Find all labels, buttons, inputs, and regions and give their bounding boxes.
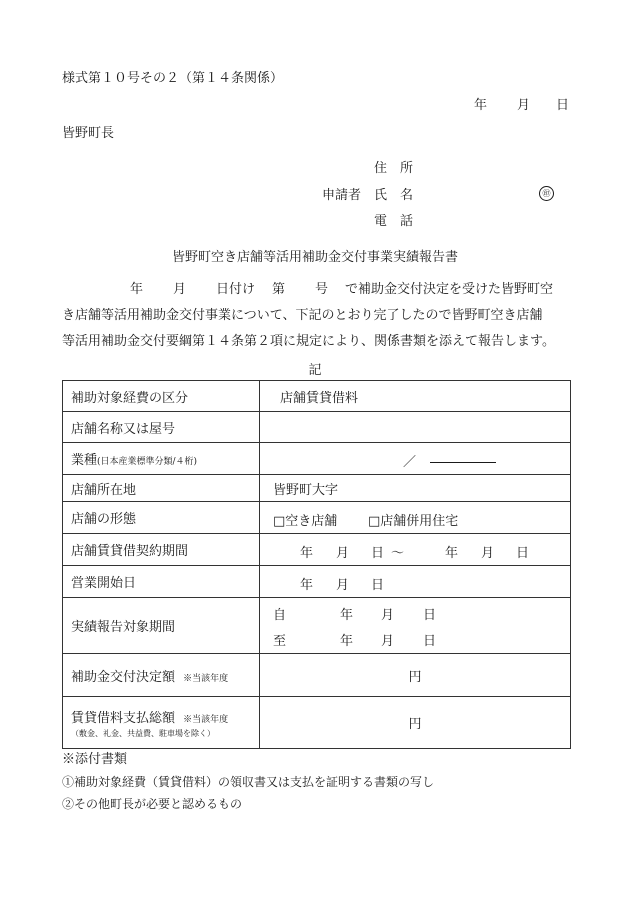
business-start-field[interactable] — [260, 566, 571, 598]
industry-slash: ／ — [403, 455, 417, 470]
report-to-day: 日 — [423, 634, 437, 649]
rent-total-subnote: （敷金、礼金、共益費、駐車場を除く） — [71, 728, 215, 738]
business-start-month: 月 — [336, 578, 350, 593]
date-day-label: 日 — [556, 98, 570, 113]
applicant-label: 申請者 — [322, 188, 362, 203]
phone-label: 電 話 — [374, 214, 414, 229]
rent-total-note: ※当該年度 — [183, 714, 229, 725]
body-line-1-rest: で補助金交付決定を受けた皆野町空 — [345, 282, 554, 297]
attachment-item-2: ②その他町長が必要と認めるもの — [62, 797, 243, 811]
table-row-rent-total — [63, 697, 571, 749]
lease-end-month: 月 — [481, 546, 495, 561]
grant-amount-label-cell — [63, 654, 260, 697]
business-start-label: 営業開始日 — [63, 566, 260, 598]
body-gou-label: 号 — [315, 282, 329, 297]
table-row-expense-category — [63, 381, 571, 412]
table-row-business-start — [63, 566, 571, 598]
rent-total-label: 賃貸借料支払総額 — [71, 710, 176, 726]
lease-end-year: 年 — [445, 546, 459, 561]
body-date-suffix: 日付け — [216, 282, 256, 297]
expense-category-label: 補助対象経費の区分 — [63, 381, 260, 412]
rent-total-field[interactable] — [260, 697, 571, 749]
location-value: 皆野町大字 — [260, 475, 571, 502]
lease-start-month: 月 — [336, 546, 350, 561]
report-period-from: 自 — [273, 608, 287, 623]
report-period-label: 実績報告対象期間 — [63, 598, 260, 654]
body-line-1 — [62, 277, 576, 303]
option-store-residence[interactable]: □店舗併用住宅 — [368, 514, 459, 529]
industry-code-underline — [430, 450, 496, 463]
date-month-label: 月 — [517, 98, 531, 113]
report-from-month: 月 — [381, 608, 395, 623]
business-start-year: 年 — [300, 578, 314, 593]
body-line-3: 等活用補助金交付要綱第１４条第２項に規定により、関係書類を添えて報告します。 — [62, 334, 555, 349]
body-paragraph — [62, 277, 576, 355]
body-line-2: き店舗等活用補助金交付事業について、下記のとおり完了したので皆野町空き店舗 — [62, 308, 543, 323]
lease-start-day: 日 — [371, 546, 385, 561]
grant-amount-label: 補助金交付決定額 — [71, 669, 176, 685]
document-title: 皆野町空き店舗等活用補助金交付事業実績報告書 — [171, 250, 458, 265]
report-to-month: 月 — [381, 634, 395, 649]
grant-amount-unit: 円 — [408, 669, 422, 685]
table-row-grant-amount — [63, 654, 571, 697]
name-label: 氏 名 — [374, 188, 414, 203]
shop-type-label: 店舗の形態 — [63, 502, 260, 534]
report-table — [62, 380, 571, 749]
table-row-lease-period — [63, 534, 571, 566]
table-row-shop-name — [63, 412, 571, 443]
report-from-day: 日 — [423, 608, 437, 623]
expense-category-value: 店舗賃貸借料 — [260, 381, 571, 412]
report-to-year: 年 — [340, 634, 354, 649]
business-start-day: 日 — [371, 578, 385, 593]
lease-start-year: 年 — [300, 546, 314, 561]
date-year-label: 年 — [474, 98, 488, 113]
address-label: 住 所 — [374, 161, 414, 176]
form-number: 様式第１０号その２（第１４条関係） — [62, 71, 284, 86]
ki-label: 記 — [308, 363, 322, 378]
attachment-item-1: ①補助対象経費（賃貸借料）の領収書又は支払を証明する書類の写し — [62, 775, 435, 789]
shop-type-options — [260, 502, 571, 534]
lease-period-field[interactable] — [260, 534, 571, 566]
table-row-shop-type — [63, 502, 571, 534]
shop-name-field[interactable] — [260, 412, 571, 443]
report-period-to: 至 — [273, 634, 287, 649]
report-period-field[interactable] — [260, 598, 571, 654]
industry-label-note: (日本産業標準分類/４桁) — [97, 457, 198, 467]
body-dai-label: 第 — [272, 282, 286, 297]
attachments-heading: ※添付書類 — [62, 752, 128, 767]
shop-name-label: 店舗名称又は屋号 — [63, 412, 260, 443]
report-from-year: 年 — [340, 608, 354, 623]
lease-period-tilde: ～ — [391, 546, 405, 561]
grant-amount-note: ※当該年度 — [183, 673, 229, 684]
body-year-label: 年 — [130, 282, 144, 297]
industry-label: 業種 — [71, 453, 98, 468]
lease-end-day: 日 — [516, 546, 530, 561]
rent-total-label-cell — [63, 697, 260, 749]
grant-amount-field[interactable] — [260, 654, 571, 697]
table-row-report-period — [63, 598, 571, 654]
seal-mark: ㊞ — [539, 186, 554, 201]
rent-total-unit: 円 — [408, 717, 422, 732]
addressee: 皆野町長 — [62, 126, 115, 141]
option-vacant-store[interactable]: □空き店舗 — [273, 514, 338, 529]
industry-label-cell — [63, 443, 260, 475]
industry-field[interactable] — [260, 443, 571, 475]
table-row-location — [63, 475, 571, 502]
lease-period-label: 店舗賃貸借契約期間 — [63, 534, 260, 566]
table-row-industry — [63, 443, 571, 475]
location-label: 店舗所在地 — [63, 475, 260, 502]
body-month-label: 月 — [173, 282, 187, 297]
